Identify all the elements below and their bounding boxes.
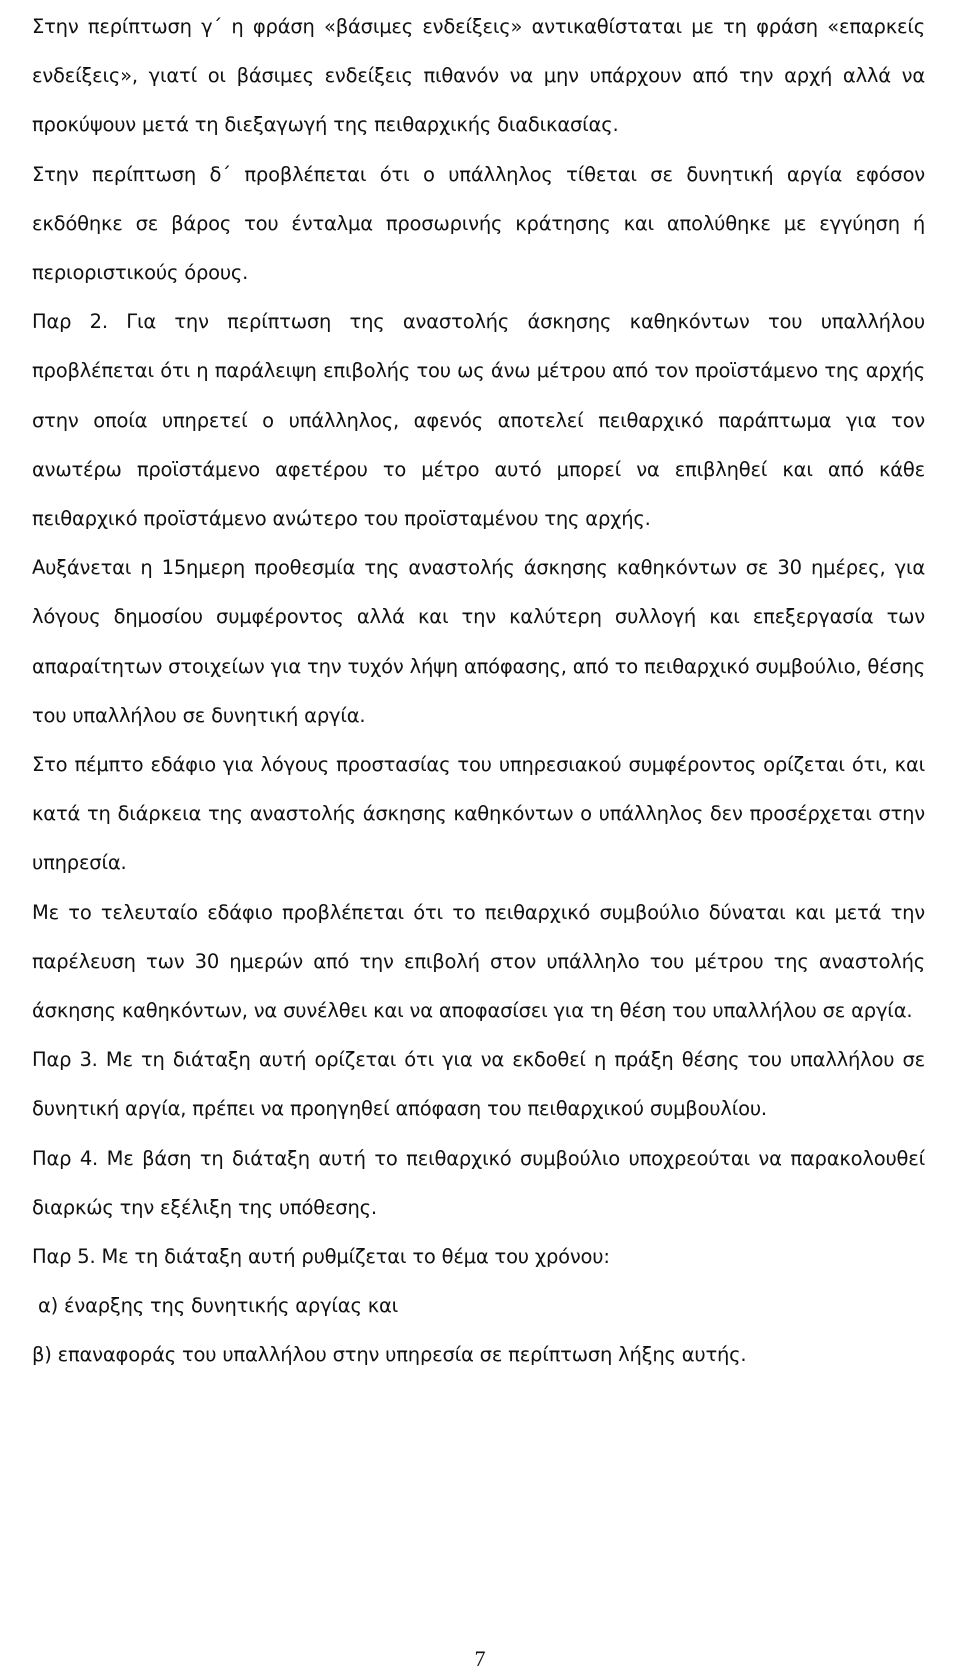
paragraph-par-4: Παρ 4. Με βάση τη διάταξη αυτή το πειθαρχικό συμβούλιο υποχρεούται να παρακολουθεί διαρκώς την εξέλιξη της υπόθεσης.	[32, 1146, 925, 1219]
list-item-a: α) έναρξης της δυνητικής αργίας και	[38, 1294, 399, 1318]
paragraph-fifth-subsection: Στο πέμπτο εδάφιο για λόγους προστασίας του υπηρεσιακού συμφέροντος ορίζεται ότι, και κατά τη διάρκεια της αναστολής άσκησης καθηκόντων ο υπάλληλος δεν προσέρχεται στην υπηρεσία.	[32, 753, 925, 875]
paragraph-case-c: Στην περίπτωση γ΄ η φράση «βάσιμες ενδείξεις» αντικαθίσταται με τη φράση «επαρκείς ενδείξεις», γιατί οι βάσιμες ενδείξεις πιθανόν να μην υπάρχουν από την αρχή αλλά να προκύψουν μετά τη διεξαγωγή της πειθαρχικής διαδικασίας.	[32, 15, 925, 137]
paragraph-par-3: Παρ 3. Με τη διάταξη αυτή ορίζεται ότι για να εκδοθεί η πράξη θέσης του υπαλλήλου σε δυνητική αργία, πρέπει να προηγηθεί απόφαση του πειθαρχικού συμβουλίου.	[32, 1048, 925, 1121]
list-item-b: β) επαναφοράς του υπαλλήλου στην υπηρεσία σε περίπτωση λήξης αυτής.	[32, 1343, 747, 1367]
page-number: 7	[474, 1646, 486, 1671]
paragraph-par-5: Παρ 5. Με τη διάταξη αυτή ρυθμίζεται το θέμα του χρόνου:	[32, 1245, 610, 1269]
paragraph-par-2: Παρ 2. Για την περίπτωση της αναστολής άσκησης καθηκόντων του υπαλλήλου προβλέπεται ότι η παράλειψη επιβολής του ως άνω μέτρου από τον προϊστάμενο της αρχής στην οποία υπηρετεί ο υπάλληλος, αφενός αποτελεί πειθαρχικό παράπτωμα για τον ανωτέρω προϊστάμενο αφετέρου το μέτρο αυτό μπορεί να επιβληθεί και από κάθε πειθαρχικό προϊστάμενο ανώτερο του προϊσταμένου της αρχής.	[32, 310, 925, 531]
paragraph-deadline-extension: Αυξάνεται η 15ημερη προθεσμία της αναστολής άσκησης καθηκόντων σε 30 ημέρες, για λόγους δημοσίου συμφέροντος αλλά και την καλύτερη συλλογή και επεξεργασία των απαραίτητων στοιχείων για την τυχόν λήψη απόφασης, από το πειθαρχικό συμβούλιο, θέσης του υπαλλήλου σε δυνητική αργία.	[32, 556, 925, 727]
paragraph-case-d: Στην περίπτωση δ΄ προβλέπεται ότι ο υπάλληλος τίθεται σε δυνητική αργία εφόσον εκδόθηκε σε βάρος του ένταλμα προσωρινής κράτησης και απολύθηκε με εγγύηση ή περιοριστικούς όρους.	[32, 162, 925, 285]
paragraph-last-subsection: Με το τελευταίο εδάφιο προβλέπεται ότι το πειθαρχικό συμβούλιο δύναται και μετά την παρέλευση των 30 ημερών από την επιβολή στον υπάλληλο του μέτρου της αναστολής άσκησης καθηκόντων, να συνέλθει και να αποφασίσει για τη θέση του υπαλλήλου σε αργία.	[32, 900, 925, 1023]
